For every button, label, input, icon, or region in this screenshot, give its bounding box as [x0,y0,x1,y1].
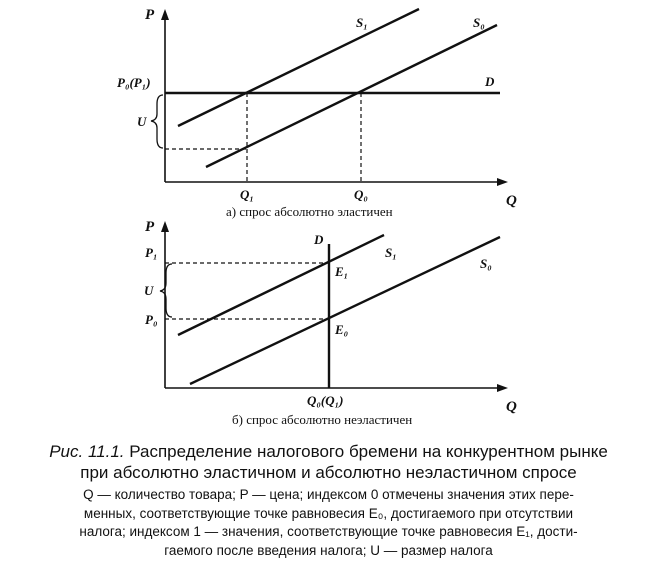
a-axis-q-label: Q [506,193,517,209]
b-p0-label: P₀ [145,312,158,327]
a-d-label: D [485,74,495,89]
a-supply-s0-line [206,25,497,167]
a-caption: а) спрос абсолютно эластичен [226,204,393,219]
a-s0-label: S₀ [473,15,485,30]
b-y-axis-arrow [161,221,169,232]
b-caption: б) спрос абсолютно неэластичен [232,412,413,427]
figure-note-line-1: Q — количество товара; P — цена; индексом 0 отмечены значения этих пере- [83,487,574,502]
b-x-axis-arrow [497,384,508,392]
a-u-label: U [137,114,147,129]
b-supply-s0-line [190,237,500,384]
figure-title-line-1: Распределение налогового бремени на конкурентном рынке [129,442,608,461]
b-s1-label: S₁ [385,245,397,260]
a-p0p1-label: P₀(P₁) [117,75,151,90]
a-supply-s1-line [178,9,419,126]
b-u-brace [160,264,172,317]
a-q1-label: Q₁ [240,187,254,202]
a-q0-label: Q₀ [354,187,368,202]
figure-caption-title [0,441,657,483]
figure-caption-notes [0,486,657,560]
a-y-axis-arrow [161,9,169,20]
b-axis-q-label: Q [506,399,517,415]
figure-number: Рис. 11.1. [49,442,125,461]
figure-note-line-3: налога; индексом 1 — значения, соответствующие точке равновесия E₁, дости- [79,524,578,539]
figure-note-line-4: гаемого после введения налога; U — размер налога [164,542,493,558]
b-supply-s1-line [178,235,384,335]
b-axis-p-label: P [145,219,155,235]
figure-title-line-2: при абсолютно эластичном и абсолютно неэластичном спросе [80,463,577,482]
figure-note-line-2: менных, соответствующие точке равновесия E₀, достигаемого при отсутствии [83,505,574,521]
b-d-label: D [314,232,324,247]
b-p1-label: P₁ [145,245,158,260]
panel-b [144,219,517,427]
a-s1-label: S₁ [356,15,368,30]
b-e1-label: E₁ [335,264,349,279]
a-x-axis-arrow [497,178,508,186]
b-s0-label: S₀ [480,256,492,271]
b-q0q1-label: Q₀(Q₁) [307,393,344,408]
a-u-brace [151,95,163,148]
panel-a [117,7,517,219]
b-u-label: U [144,283,154,298]
a-axis-p-label: P [145,7,155,23]
b-e0-label: E₀ [335,322,349,337]
